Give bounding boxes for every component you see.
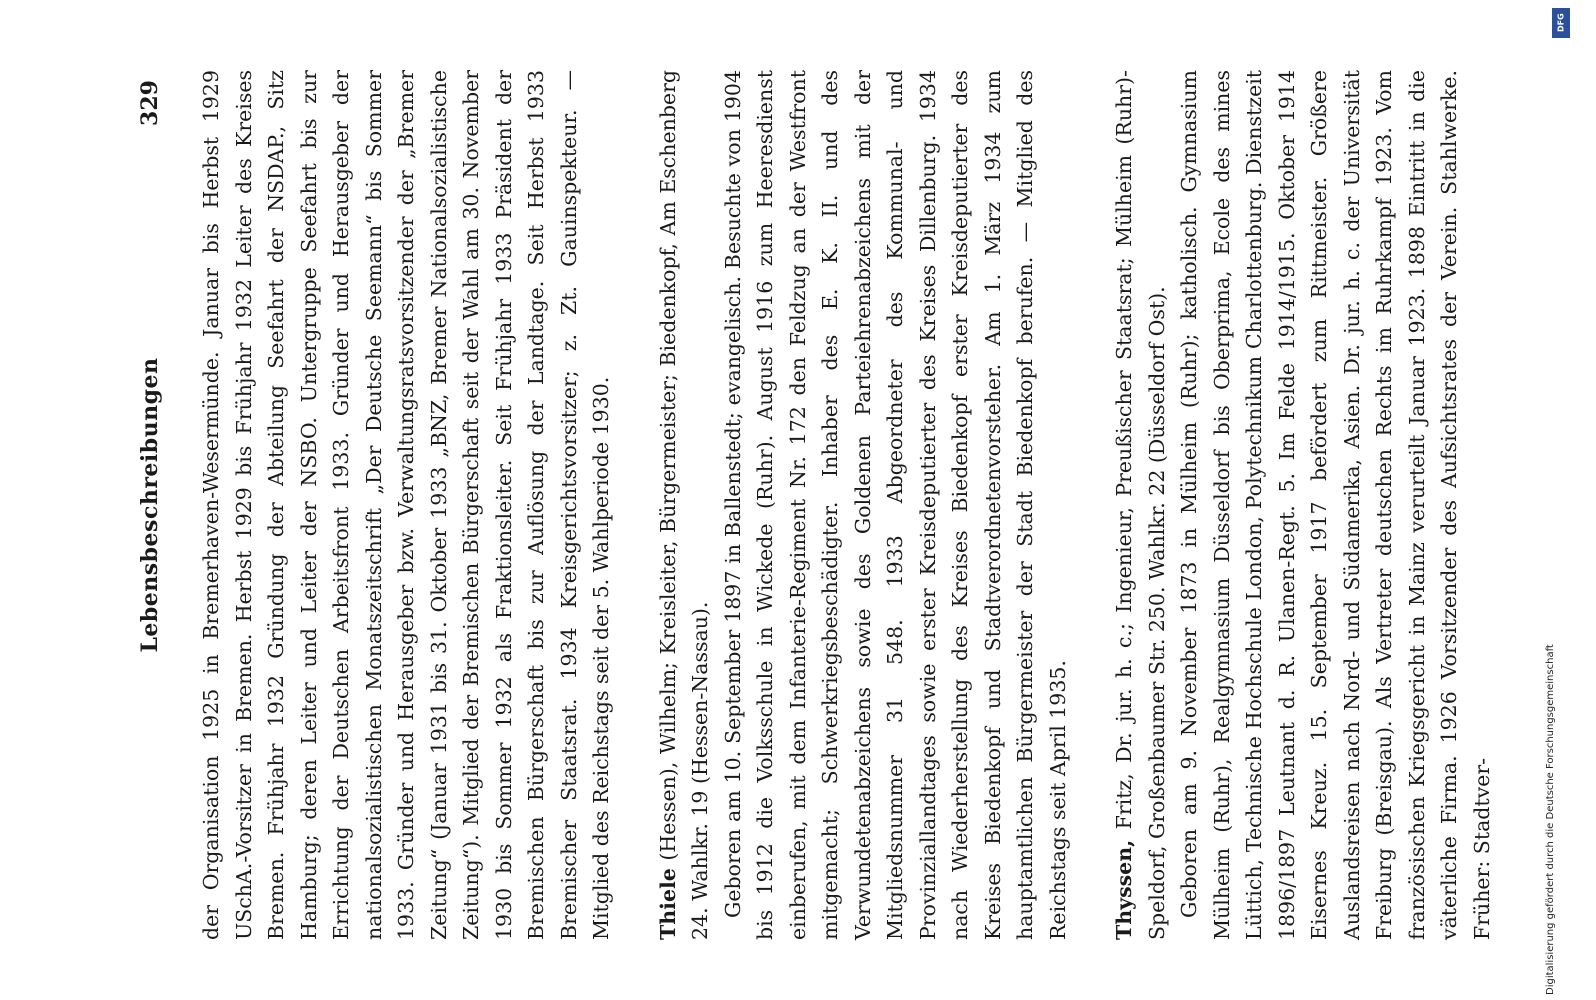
entry-name: Thyssen, bbox=[1112, 839, 1136, 940]
digitization-credit: Digitalisierung gefördert durch die Deutsche Forschungsgemeinschaft bbox=[1545, 644, 1556, 995]
entry-header-text: Fritz, Dr. jur. h. c.; Ingenieur, Preußischer Staatsrat; Mülheim (Ruhr)-Speldorf, Großenbaumer Str. 250. Wahlkr. 22 (Düsseldorf Ost). bbox=[1112, 70, 1169, 940]
dfg-logo: DFG bbox=[1552, 8, 1570, 38]
entry-continuation bbox=[195, 70, 618, 940]
running-head bbox=[135, 70, 175, 940]
entry-body-text: Geboren am 9. November 1873 in Mülheim (Ruhr); katholisch. Gymnasium Mülheim (Ruhr), Realgymnasium Düsseldorf bis Oberprima, Ecole des mines Lüttich, Technische Hochschule London, Polytechnikum Charlottenburg. Dienstzeit 1896/1897 Leutnant d. R. Ulanen-Regt. 5. Im Felde 1914/1915. Oktober 1914 Eisernes Kreuz. 15. September 1917 befördert zum Rittmeister. Größere Auslandsreisen nach Nord- und Südamerika, Asien. Dr. jur. h. c. der Universität Freiburg (Breisgau). Als Vertreter deutschen Rechts im Ruhrkampf 1923. Vom französischen Kriegsgericht in Mainz verurteilt Januar 1923. 1898 Eintritt in die väterliche Firma. 1926 Vorsitzender des Aufsichtsrates der Verein. Stahlwerke. Früher: Stadtver- bbox=[1177, 70, 1494, 940]
body-text bbox=[195, 70, 1498, 940]
entry-thiele bbox=[652, 70, 1075, 940]
entry-body-text: Geboren am 10. September 1897 in Ballenstedt; evangelisch. Besuchte von 1904 bis 1912 die Volksschule in Wickede (Ruhr). August 1916 zum Heeresdienst einberufen, mit dem Infanterie-Regiment Nr. 172 den Feldzug an der Westfront mitgemacht; Schwerkriegsbeschädigter. Inhaber des E. K. II. und des Verwundetenabzeichens sowie des Goldenen Parteiehrenabzeichens mit der Mitgliedsnummer 31 548. 1933 Abgeordneter des Kommunal- und Provinziallandtages sowie erster Kreisdeputierter des Kreises Dillenburg. 1934 nach Wiederherstellung des Kreises Biedenkopf erster Kreisdeputierter des Kreises Biedenkopf und Stadtverordnetenvorsteher. Am 1. März 1934 zum hauptamtlichen Bürgermeister der Stadt Biedenkopf berufen. — Mitglied des Reichstags seit April 1935. bbox=[720, 70, 1070, 940]
entry-header-text: (Hessen), Wilhelm; Kreisleiter, Bürgermeister; Biedenkopf, Am Eschenberg 24. Wahlkr. 19 (Hessen-Nassau). bbox=[655, 70, 712, 940]
entry-thyssen bbox=[1108, 70, 1498, 940]
rotated-page-content bbox=[135, 70, 1520, 940]
page-number: 329 bbox=[137, 80, 163, 126]
entry-name: Thiele bbox=[655, 868, 680, 940]
entry-text: der Organisation 1925 in Bremerhaven-Wesermünde. Januar bis Herbst 1929 USchA.-Vorsitzer in Bremen. Herbst 1929 bis Frühjahr 1932 Leiter des Kreises Bremen. Frühjahr 1932 Gründung der Abteilung Seefahrt der NSDAP., Sitz Hamburg; deren Leiter und Leiter der NSBO. Untergruppe Seefahrt bis zur Errichtung der Deutschen Arbeitsfront 1933. Gründer und Herausgeber der nationalsozialistischen Monatszeitschrift „Der Deutsche Seemann“ bis Sommer 1933. Gründer und Herausgeber bzw. Verwaltungsratsvorsitzender der „Bremer Zeitung“ (Januar 1931 bis 31. Oktober 1933 „BNZ, Bremer Nationalsozialistische Zeitung“). Mitglied der Bremischen Bürgerschaft seit der Wahl am 30. November 1930 bis Sommer 1932 als Fraktionsleiter. Seit Frühjahr 1933 Präsident der Bremischen Bürgerschaft bis zur Auflösung der Landtage. Seit Herbst 1933 Bremischer Staatsrat. 1934 Kreisgerichtsvorsitzer; z. Zt. Gauinspekteur. — Mitglied des Reichstags seit der 5. Wahlperiode 1930. bbox=[199, 70, 613, 940]
running-head-title: Lebensbeschreibungen bbox=[137, 357, 163, 653]
